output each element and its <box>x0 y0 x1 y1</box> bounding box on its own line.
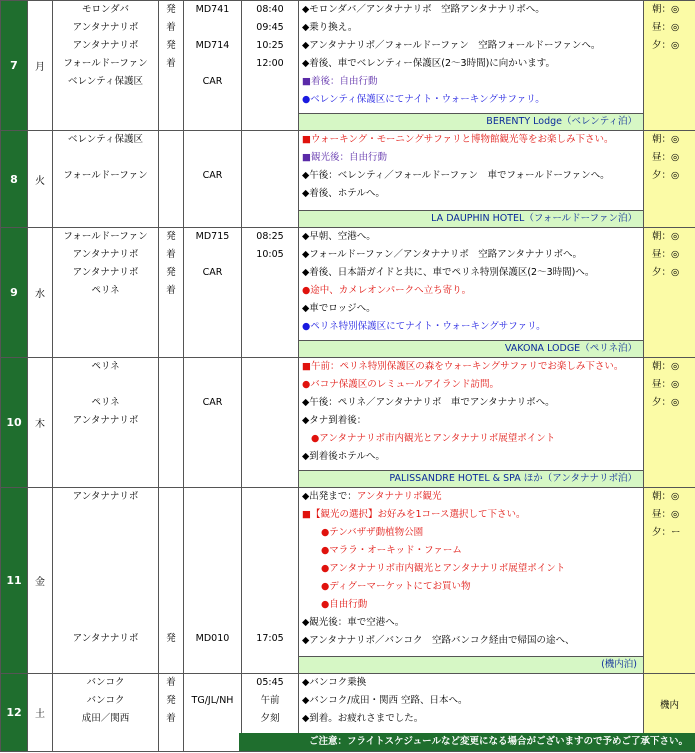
activities-cell <box>299 488 644 674</box>
status-mark: 着 <box>166 22 176 33</box>
day-row <box>1 488 695 674</box>
meal-mark: 朝：◎ <box>652 4 680 15</box>
transport-code <box>184 376 241 394</box>
activity-text: ◆到着。お疲れさまでした。 <box>302 713 424 724</box>
status-mark: 発 <box>166 695 176 706</box>
activity-line <box>299 674 643 692</box>
place-name: アンタナナリボ <box>72 267 139 278</box>
places-cell <box>53 674 159 752</box>
transport-code: CAR <box>202 76 223 87</box>
activity-line <box>299 632 643 650</box>
meal-mark: 夕：◎ <box>652 40 680 51</box>
day-row <box>1 131 695 228</box>
day-number: 8 <box>1 131 28 228</box>
meal-mark: 朝：◎ <box>652 231 680 242</box>
places-cell <box>53 228 159 358</box>
day-number: 9 <box>1 228 28 358</box>
time-cell <box>242 1 299 131</box>
status-mark: 発 <box>166 267 176 278</box>
place-name: ベレンティ保護区 <box>67 134 143 145</box>
hotel-name: LA DAUPHIN HOTEL（フォールドーファン泊） <box>299 210 643 227</box>
activity-line <box>299 692 643 710</box>
activity-text: ◆午後：ペリネ／アンタナナリボ 車でアンタナナリボへ。 <box>302 397 555 408</box>
place-name: アンタナナリボ <box>72 249 139 260</box>
status-mark: 着 <box>166 249 176 260</box>
status-mark <box>159 73 183 91</box>
activities-cell <box>299 131 644 228</box>
meal-mark: 夕：◎ <box>652 397 680 408</box>
activity-text: ●アンタナナリボ市内観光とアンタナナリボ展望ポイント <box>321 563 566 574</box>
meal-mark: 昼：◎ <box>652 509 680 520</box>
weekday: 木 <box>28 358 53 488</box>
transport-cell <box>184 358 242 488</box>
activity-text: ◆アンタナナリボ／フォールドーファン 空路フォールドーファンへ。 <box>302 40 601 51</box>
place-name: アンタナナリボ <box>72 633 139 644</box>
day-row <box>1 674 695 752</box>
meals-cell <box>644 131 695 228</box>
activity-line <box>299 37 643 55</box>
places-cell <box>53 131 159 228</box>
activity-text: ■【観光の選択】お好みを1コース選択して下さい。 <box>302 509 526 520</box>
activity-text: ■観光後：自由行動 <box>302 152 387 163</box>
activity-text: ●自由行動 <box>321 599 368 610</box>
places-cell <box>53 358 159 488</box>
activity-line <box>299 131 643 149</box>
status-mark: 着 <box>166 285 176 296</box>
activity-line <box>299 149 643 167</box>
activity-text: ◆早朝、空港へ。 <box>302 231 376 242</box>
weekday: 金 <box>28 488 53 674</box>
hotel-name: BERENTY Lodge（ベレンティ泊） <box>299 113 643 130</box>
status-cell <box>159 674 184 752</box>
time-cell <box>242 228 299 358</box>
activity-text: ◆モロンダバ／アンタナナリボ 空路アンタナナリボへ。 <box>302 4 545 15</box>
transport-code <box>184 55 241 73</box>
transport-code <box>184 131 241 149</box>
activities-cell <box>299 1 644 131</box>
activities-cell <box>299 228 644 358</box>
place-name: アンタナナリボ <box>72 40 139 51</box>
activity-line <box>299 1 643 19</box>
place-name: ペリネ <box>91 285 120 296</box>
notice-banner: ご注意：フライトスケジュールなど変更になる場合がございますので予めご了承下さい。 <box>239 733 695 751</box>
time-value <box>242 264 298 282</box>
activity-text: ◆アンタナナリボ／バンコク 空路バンコク経由で帰国の途へ、 <box>302 635 575 646</box>
place-name: アンタナナリボ <box>72 22 139 33</box>
activity-line <box>299 524 643 542</box>
places-cell <box>53 488 159 674</box>
status-mark: 発 <box>166 40 176 51</box>
transport-code <box>184 674 241 692</box>
transport-code: MD715 <box>195 231 230 242</box>
activity-line <box>299 560 643 578</box>
activity-text: ●バコナ保護区のレミュールアイランド訪問。 <box>302 379 500 390</box>
day-row <box>1 1 695 131</box>
activity-text: ●ペリネ特別保護区にてナイト・ウォーキングサファリ。 <box>302 321 546 332</box>
time-value: 08:25 <box>256 231 284 242</box>
status-mark: 着 <box>166 677 176 688</box>
activity-text: ◆バンコク/成田・関西 空路、日本へ。 <box>302 695 468 706</box>
meal-mark: 朝：◎ <box>652 361 680 372</box>
transport-code <box>184 710 241 728</box>
status-mark: 発 <box>166 633 176 644</box>
time-value: 12:00 <box>256 58 284 69</box>
status-mark: 発 <box>166 231 176 242</box>
weekday: 水 <box>28 228 53 358</box>
meal-mark: 朝：◎ <box>652 491 680 502</box>
place-name <box>53 149 158 167</box>
transport-code: MD010 <box>195 633 230 644</box>
activity-text: ◆到着後ホテルへ。 <box>302 451 385 462</box>
activity-line <box>299 430 643 448</box>
time-cell <box>242 131 299 228</box>
activity-line <box>299 412 643 430</box>
transport-code <box>184 149 241 167</box>
day-row <box>1 228 695 358</box>
status-cell <box>159 228 184 358</box>
place-name <box>53 376 158 394</box>
activity-highlight: アンタナナリボ観光 <box>356 491 442 502</box>
activity-line <box>299 228 643 246</box>
activity-text: ●マララ・オーキッド・ファーム <box>321 545 462 556</box>
activity-line <box>299 167 643 185</box>
place-name: ペリネ <box>91 361 120 372</box>
activity-text: ◆出発まで： <box>302 491 357 502</box>
activity-line <box>299 596 643 614</box>
activity-line <box>299 614 643 632</box>
time-value: 10:05 <box>256 249 284 260</box>
meal-mark: 夕：◎ <box>652 170 680 181</box>
place-name: フォールドーファン <box>63 231 148 242</box>
hotel-name: (機内泊) <box>299 656 643 673</box>
activity-line <box>299 448 643 466</box>
transport-code: MD741 <box>195 4 230 15</box>
place-name: フォールドーファン <box>63 170 148 181</box>
meal-mark: 朝：◎ <box>652 134 680 145</box>
day-number: 10 <box>1 358 28 488</box>
transport-code <box>184 19 241 37</box>
time-value <box>242 282 298 300</box>
place-name: 成田／関西 <box>81 713 130 724</box>
meals-cell <box>644 228 695 358</box>
activity-text: ◆観光後：車で空港へ。 <box>302 617 405 628</box>
meal-mark: 昼：◎ <box>652 152 680 163</box>
transport-code: CAR <box>202 170 223 181</box>
place-name: アンタナナリボ <box>72 491 139 502</box>
activity-text: ◆車でロッジへ。 <box>302 303 376 314</box>
status-cell <box>159 1 184 131</box>
weekday: 火 <box>28 131 53 228</box>
activity-text: ●途中、カメレオンパークへ立ち寄り。 <box>302 285 472 296</box>
status-mark: 着 <box>166 713 176 724</box>
time-value <box>242 73 298 91</box>
activity-text: ■着後：自由行動 <box>302 76 378 87</box>
activity-line <box>299 376 643 394</box>
activity-line <box>299 19 643 37</box>
activity-line <box>299 710 643 728</box>
meal-mark: 昼：◎ <box>652 249 680 260</box>
activity-text: ●ディグーマーケットにてお買い物 <box>321 581 471 592</box>
day-number: 12 <box>1 674 28 752</box>
activity-text: ◆乗り換え。 <box>302 22 358 33</box>
meals-cell <box>644 358 695 488</box>
place-name: バンコク <box>86 677 125 688</box>
place-name: バンコク <box>86 695 125 706</box>
activity-line <box>299 91 643 109</box>
activity-line <box>299 185 643 203</box>
activity-text: ◆バンコク乗換 <box>302 677 367 688</box>
places-cell <box>53 1 159 131</box>
transport-code <box>184 358 241 376</box>
transport-code: CAR <box>202 397 223 408</box>
activity-line <box>299 55 643 73</box>
activities-cell <box>299 358 644 488</box>
activity-text: ◆フォールドーファン／アンタナナリボ 空路アンタナナリボへ。 <box>302 249 582 260</box>
day-number: 11 <box>1 488 28 674</box>
weekday: 月 <box>28 1 53 131</box>
status-mark: 着 <box>166 58 176 69</box>
time-cell <box>242 358 299 488</box>
status-cell <box>159 488 184 674</box>
place-name: ペリネ <box>91 397 120 408</box>
transport-code <box>184 412 241 430</box>
activity-line <box>299 264 643 282</box>
transport-code: TG/JL/NH <box>191 695 234 706</box>
activity-text: ●ベレンティ保護区にてナイト・ウォーキングサファリ。 <box>302 94 545 105</box>
meal-mark: 夕：ー <box>652 527 681 538</box>
transport-cell <box>184 228 242 358</box>
meals-cell <box>644 488 695 674</box>
activity-text: ◆着後、ホテルへ。 <box>302 188 385 199</box>
hotel-name: VAKONA LODGE（ペリネ泊） <box>299 340 643 357</box>
meal-mark: 夕：◎ <box>652 267 680 278</box>
activity-text: ●アンタナナリボ市内観光とアンタナナリボ展望ポイント <box>311 433 556 444</box>
hotel-name: PALISSANDRE HOTEL & SPA ほか（アンタナナリボ泊） <box>299 470 643 487</box>
activity-text: ■午前：ペリネ特別保護区の森をウォーキングサファリでお楽しみ下さい。 <box>302 361 624 372</box>
activity-line <box>299 318 643 336</box>
transport-cell <box>184 674 242 752</box>
time-value: 10:25 <box>256 40 284 51</box>
day-row <box>1 358 695 488</box>
time-cell <box>242 488 299 674</box>
activity-text: ◆タナ到着後： <box>302 415 367 426</box>
activity-line <box>299 300 643 318</box>
activity-text: ◆午後：ベレンティ／フォールドーファン 車でフォールドーファンへ。 <box>302 170 610 181</box>
activity-text: ◆着後、車でベレンティー保護区(2〜3時間)に向かいます。 <box>302 58 556 69</box>
activity-line <box>299 73 643 91</box>
transport-code <box>184 282 241 300</box>
transport-cell <box>184 131 242 228</box>
activity-text: ◆着後、日本語ガイドと共に、車でペリネ特別保護区(2〜3時間)へ。 <box>302 267 595 278</box>
meal-mark: 機内 <box>659 699 679 711</box>
meals-cell <box>644 1 695 131</box>
time-value: 夕刻 <box>260 713 280 724</box>
status-mark: 発 <box>166 4 176 15</box>
activity-line <box>299 282 643 300</box>
activity-text: ■ウォーキング・モーニングサファリと博物館観光等をお楽しみ下さい。 <box>302 134 614 145</box>
transport-code: CAR <box>202 267 223 278</box>
place-name: フォールドーファン <box>63 58 148 69</box>
place-name: ベレンティ保護区 <box>67 76 143 87</box>
time-value: 05:45 <box>256 677 284 688</box>
activity-line <box>299 488 643 506</box>
activity-line <box>299 394 643 412</box>
day-number: 7 <box>1 1 28 131</box>
activity-line <box>299 542 643 560</box>
time-value: 午前 <box>260 695 280 706</box>
transport-cell <box>184 488 242 674</box>
meal-mark: 昼：◎ <box>652 379 680 390</box>
transport-code <box>184 246 241 264</box>
time-value: 17:05 <box>256 633 284 644</box>
status-cell <box>159 358 184 488</box>
activity-text: ●テンバザザ動植物公園 <box>321 527 424 538</box>
transport-code: MD714 <box>195 40 230 51</box>
activity-line <box>299 358 643 376</box>
activity-line <box>299 246 643 264</box>
place-name: アンタナナリボ <box>72 415 139 426</box>
weekday: 土 <box>28 674 53 752</box>
status-cell <box>159 131 184 228</box>
time-value: 09:45 <box>256 22 284 33</box>
activity-line <box>299 578 643 596</box>
transport-cell <box>184 1 242 131</box>
activity-line <box>299 506 643 524</box>
time-value: 08:40 <box>256 4 284 15</box>
place-name: モロンダバ <box>81 4 130 15</box>
meal-mark: 昼：◎ <box>652 22 680 33</box>
